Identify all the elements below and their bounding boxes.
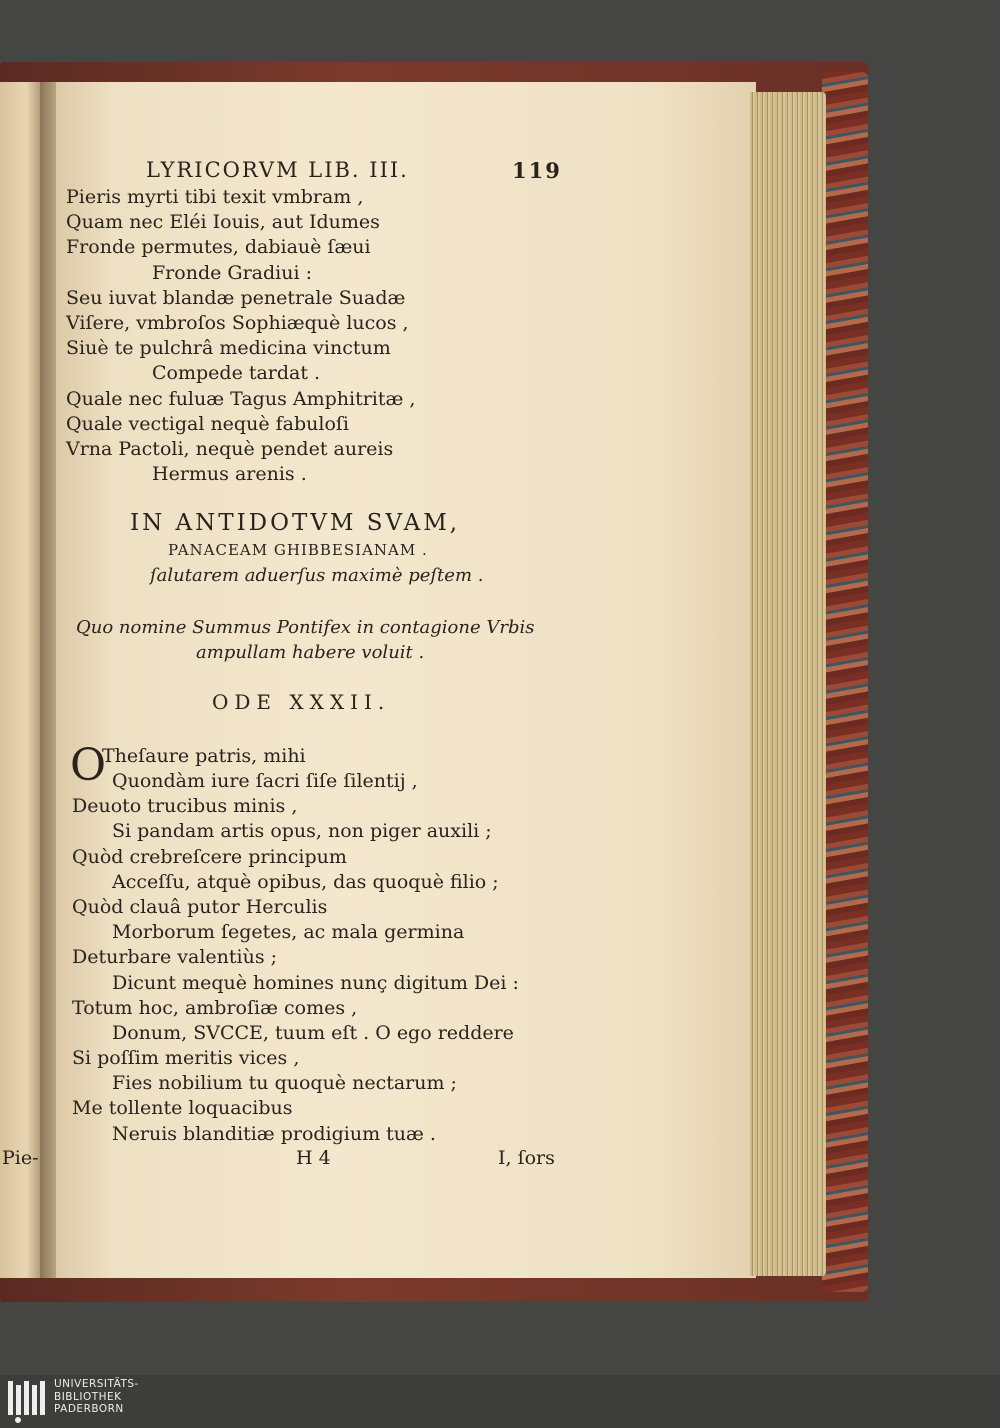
verse-line: Compede tardat .	[152, 362, 321, 385]
verse-line: Viſere, vmbroſos Sophiæquè lucos ,	[66, 311, 409, 334]
verse-line: Si pandam artis opus, non piger auxili ;	[112, 820, 492, 843]
verse-line: Fronde Gradiui :	[152, 261, 312, 284]
left-page-catchword: Pie-	[2, 1147, 39, 1169]
heading-line-1: IN ANTIDOTVM SVAM,	[130, 510, 461, 536]
verse-line: Dicunt mequè homines nunç digitum Dei :	[112, 971, 519, 994]
drop-cap: O	[70, 740, 107, 791]
page-fore-edge	[750, 92, 826, 1276]
verse-line: Vrna Pactoli, nequè pendet aureis	[66, 437, 394, 460]
verse-line: Totum hoc, ambroſiæ comes ,	[72, 996, 358, 1019]
verse-line: Fies nobilium tu quoquè nectarum ;	[112, 1072, 457, 1095]
library-logo-icon	[8, 1381, 50, 1423]
verse-line: Seu iuvat blandæ penetrale Suadæ	[66, 286, 406, 309]
signature-mark: H 4	[296, 1147, 331, 1169]
verse-line: Fronde permutes, dabiauè ſæui	[66, 236, 371, 259]
verse-line: Quam nec Eléi Iouis, aut Idumes	[66, 211, 380, 234]
verse-line: Morborum ſegetes, ac mala germina	[112, 921, 465, 944]
heading-note-2: ampullam habere voluit .	[196, 642, 425, 663]
verse-line: Quale vectigal nequè fabuloſi	[66, 412, 349, 435]
verse-line: Acceſſu, atquè opibus, das quoquè filio ;	[112, 870, 499, 893]
verse-line: Siuè te pulchrâ medicina vinctum	[66, 337, 391, 360]
stanza-before	[66, 185, 415, 487]
verse-line: Deuoto trucibus minis ,	[72, 795, 298, 818]
page-number: 119	[512, 158, 562, 183]
ode-first-line: Theſaure patris, mihi	[102, 745, 306, 767]
marbled-edge	[822, 72, 868, 1292]
verse-line: Quòd crebreſcere principum	[72, 845, 347, 868]
heading-line-2: PANACEAM GHIBBESIANAM .	[168, 541, 428, 559]
heading-line-3: ſalutarem aduerſus maximè peſtem .	[150, 565, 484, 586]
ode-number: ODE XXXII.	[212, 690, 391, 714]
ode-body	[72, 769, 519, 1147]
catchword: I, ſors	[498, 1147, 555, 1169]
left-page	[0, 82, 44, 1278]
verse-line: Donum, SVCCE, tuum eſt . O ego reddere	[112, 1021, 514, 1044]
library-logo-text: UNIVERSITÄTS- BIBLIOTHEK PADERBORN	[54, 1378, 139, 1415]
verse-line: Deturbare valentiùs ;	[72, 946, 278, 969]
footer-bar	[0, 1375, 1000, 1428]
verse-line: Hermus arenis .	[152, 463, 307, 486]
heading-note-1: Quo nomine Summus Pontifex in contagione Vrbis	[76, 617, 535, 638]
verse-line: Neruis blanditiæ prodigium tuæ .	[112, 1122, 436, 1145]
verse-line: Pieris myrti tibi texit vmbram ,	[66, 186, 364, 208]
verse-line: Quondàm iure ſacri ſiſe ſilentij ,	[112, 770, 418, 792]
verse-line: Me tollente loquacibus	[72, 1097, 293, 1120]
verse-line: Si poſſim meritis vices ,	[72, 1047, 300, 1070]
verse-line: Quòd clauâ putor Herculis	[72, 895, 328, 918]
running-title: LYRICORVM LIB. III.	[146, 158, 409, 182]
verse-line: Quale nec fuluæ Tagus Amphitritæ ,	[66, 387, 416, 410]
